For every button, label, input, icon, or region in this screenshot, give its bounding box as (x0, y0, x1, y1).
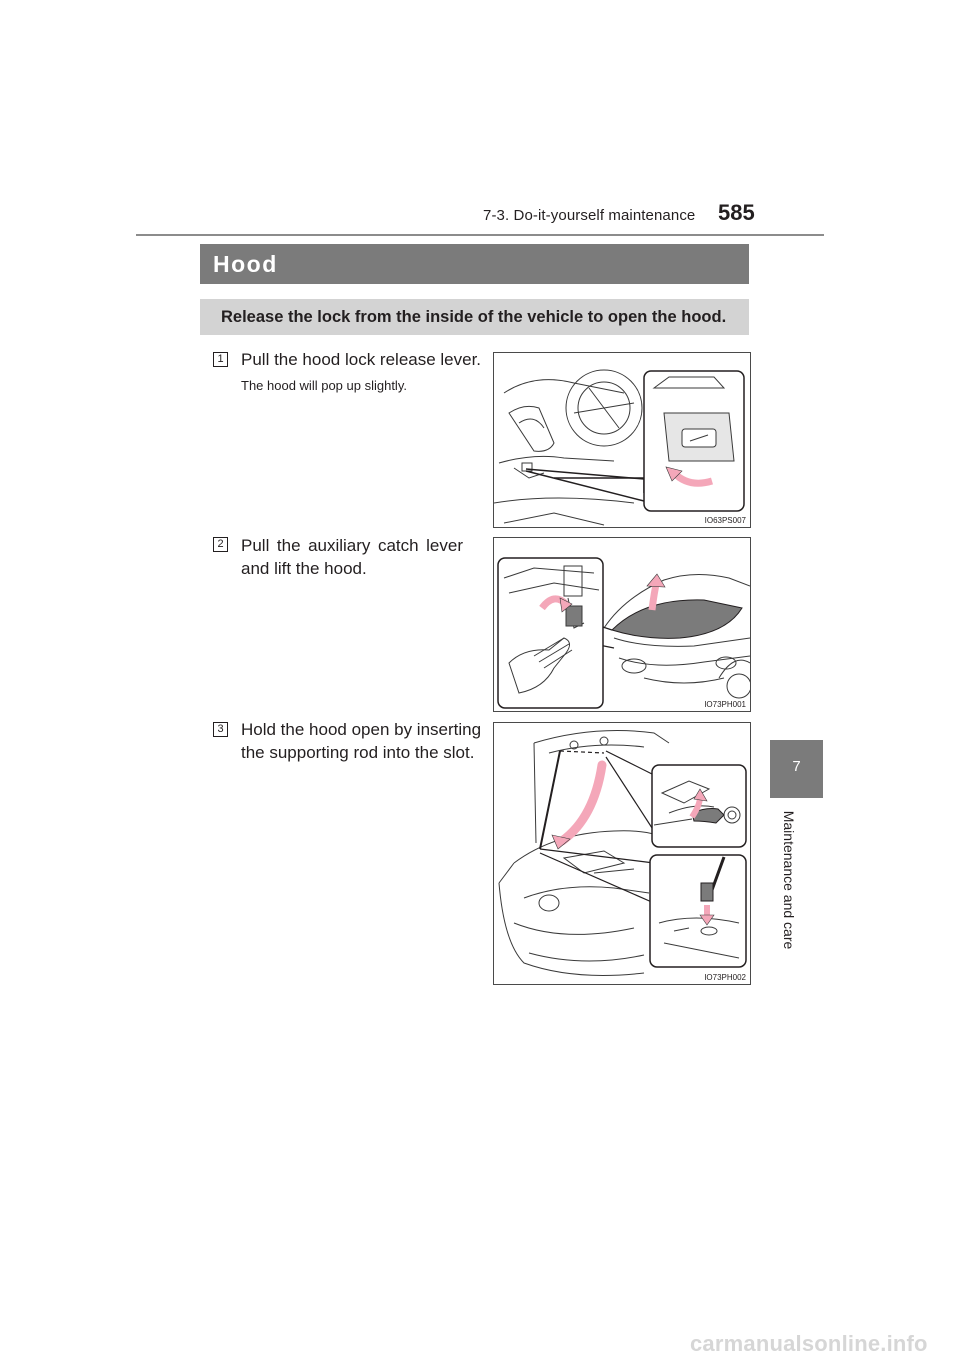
step-3-text-line1: Hold the hood open by inserting (241, 720, 482, 739)
figure-code: IO63PS007 (704, 516, 746, 525)
step-1-text: Pull the hood lock release lever. (241, 350, 482, 369)
header-rule (136, 234, 824, 236)
step-3-text-line2: the supporting rod into the slot. (241, 743, 475, 762)
auxiliary-catch-illustration (494, 538, 750, 711)
hood-lock-release-illustration (494, 353, 750, 527)
figure-code: IO73PH002 (704, 973, 746, 982)
figure-hood-lock-release (493, 352, 751, 528)
intro-text: Release the lock from the inside of the vehicle to open the hood. (221, 308, 727, 326)
chapter-number: 7 (792, 758, 801, 775)
step-number-1: 1 (213, 352, 228, 367)
figure-auxiliary-catch-lever (493, 537, 751, 712)
figure-code: IO73PH001 (704, 700, 746, 709)
page-number: 585 (718, 200, 755, 225)
supporting-rod-illustration (494, 723, 750, 984)
step-2-text-line2: and lift the hood. (241, 559, 367, 578)
section-title: 7-3. Do-it-yourself maintenance (483, 207, 696, 224)
chapter-label: Maintenance and care (781, 810, 797, 950)
step-2-text-line1: Pull the auxiliary catch lever (241, 536, 463, 555)
step-number-3: 3 (213, 722, 228, 737)
chapter-label-area (771, 808, 823, 968)
intro-bar (200, 299, 749, 335)
step-number-2: 2 (213, 537, 228, 552)
watermark: carmanualsonline.info (690, 1331, 928, 1356)
chapter-tab[interactable] (770, 740, 823, 798)
page-title: Hood (213, 251, 278, 277)
title-bar (200, 244, 749, 284)
step-1-note: The hood will pop up slightly. (241, 378, 407, 393)
figure-supporting-rod (493, 722, 751, 985)
